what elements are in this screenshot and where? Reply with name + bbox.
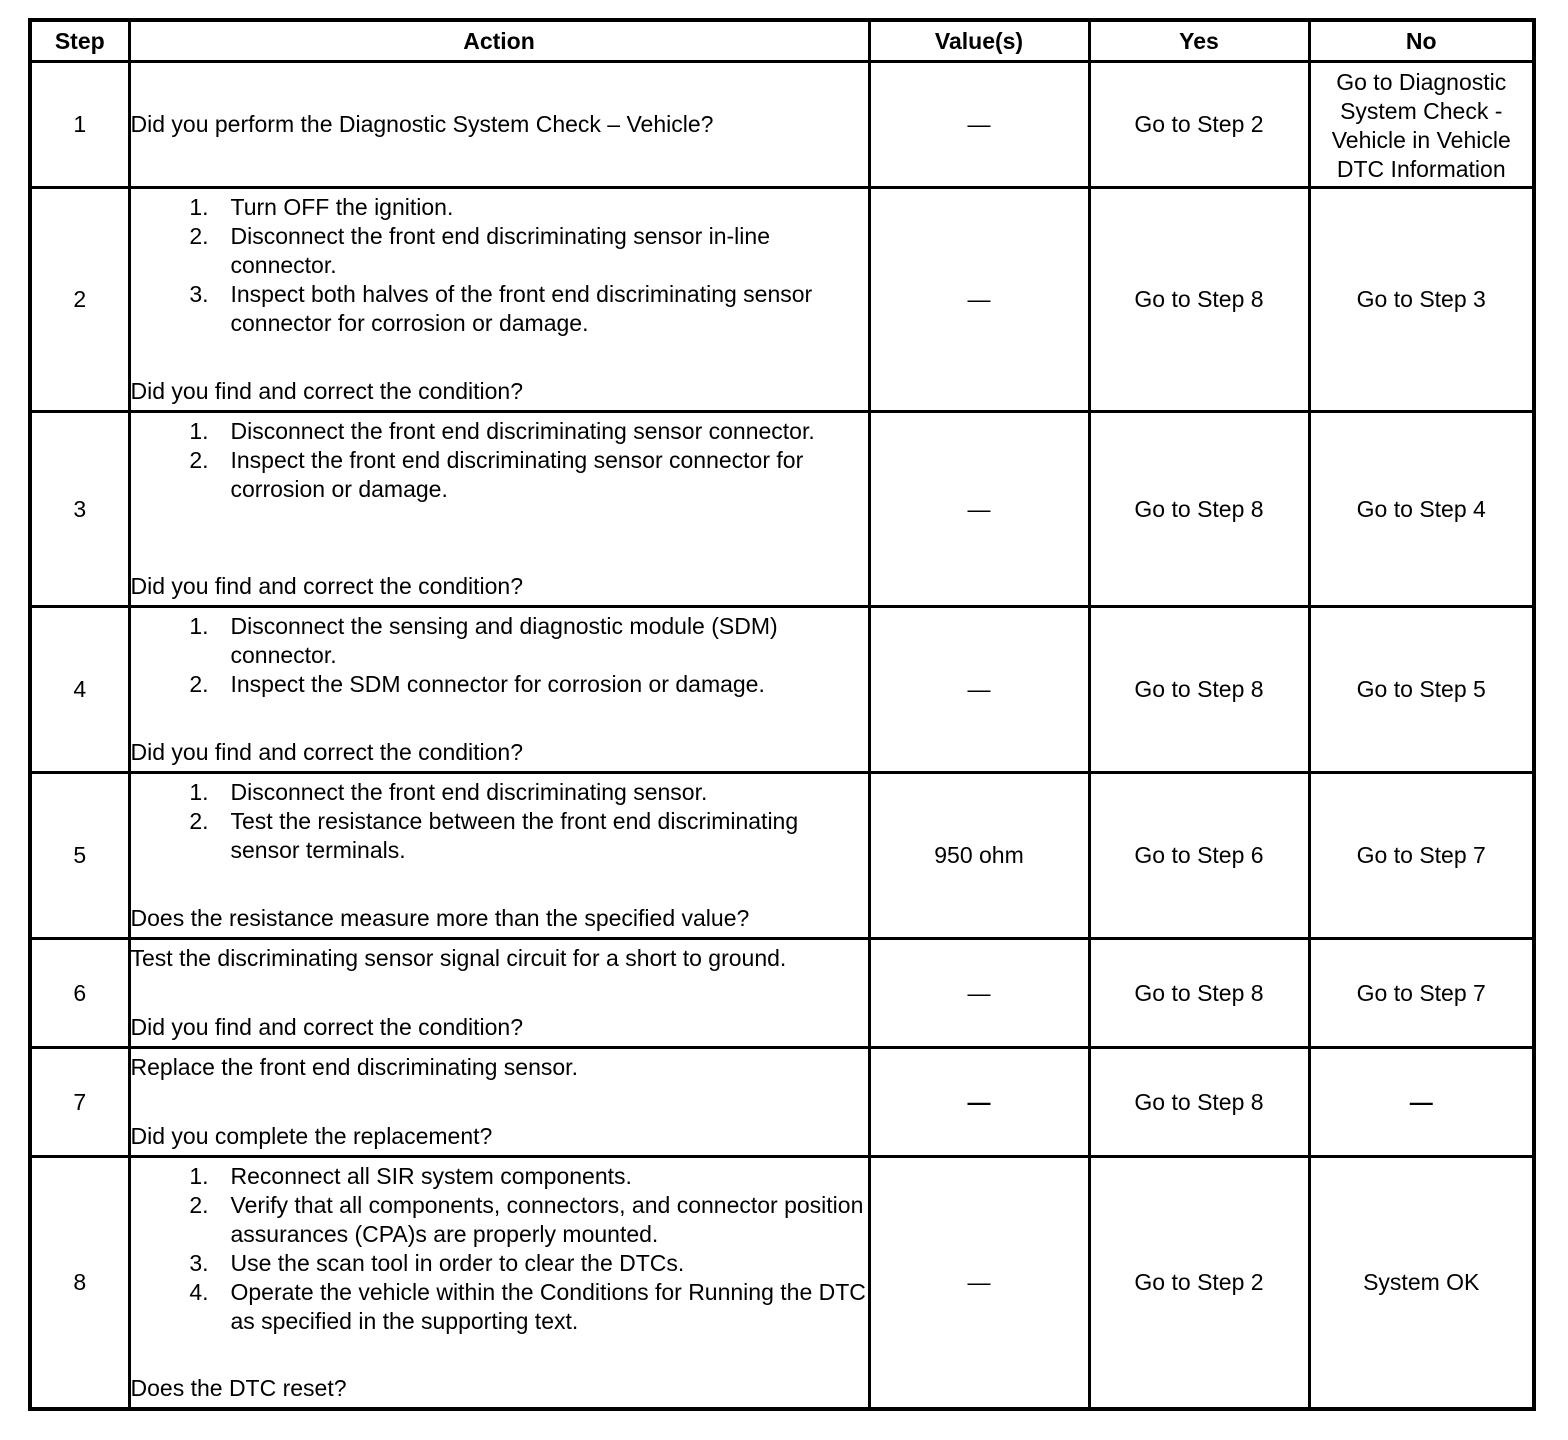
step-number: 5 — [30, 773, 129, 939]
no-cell: — — [1309, 1048, 1534, 1157]
action-cell — [129, 1048, 869, 1157]
action-cell — [129, 412, 869, 607]
table-row — [30, 62, 1534, 188]
values-cell: — — [869, 607, 1089, 773]
header-step: Step — [30, 20, 129, 62]
yes-cell: Go to Step 8 — [1089, 607, 1309, 773]
step-number: 3 — [30, 412, 129, 607]
yes-cell: Go to Step 8 — [1089, 1048, 1309, 1157]
table-row — [30, 412, 1534, 607]
yes-cell: Go to Step 8 — [1089, 939, 1309, 1048]
list-item: 1. Disconnect the front end discriminating sensor. — [189, 779, 708, 805]
list-item: 4. Operate the vehicle within the Conditions for Running the DTC as specified in the supporting text. — [189, 1278, 866, 1334]
table-row — [30, 607, 1534, 773]
list-item: 2. Inspect the SDM connector for corrosion or damage. — [189, 671, 765, 697]
header-no: No — [1309, 20, 1534, 62]
values-cell: 950 ohm — [869, 773, 1089, 939]
header-row — [30, 20, 1534, 62]
step-number: 7 — [30, 1048, 129, 1157]
no-cell: Go to Step 7 — [1309, 773, 1534, 939]
action-question: Does the DTC reset? — [130, 1374, 347, 1401]
action-cell — [129, 939, 869, 1048]
action-question: Did you complete the replacement? — [130, 1123, 493, 1149]
list-item: 1. Reconnect all SIR system components. — [189, 1162, 632, 1189]
values-cell: — — [869, 1048, 1089, 1157]
action-cell — [129, 607, 869, 773]
table-row — [30, 1048, 1534, 1157]
action-question: Did you find and correct the condition? — [130, 378, 524, 404]
action-steps — [131, 1162, 868, 1336]
step-number: 8 — [30, 1157, 129, 1409]
yes-cell: Go to Step 2 — [1089, 62, 1309, 188]
yes-cell: Go to Step 2 — [1089, 1157, 1309, 1409]
action-question: Does the resistance measure more than the specified value? — [130, 905, 750, 931]
action-question: Did you find and correct the condition? — [130, 1014, 524, 1040]
yes-cell: Go to Step 8 — [1089, 412, 1309, 607]
yes-cell: Go to Step 8 — [1089, 188, 1309, 412]
values-cell: — — [869, 939, 1089, 1048]
header-values: Value(s) — [869, 20, 1089, 62]
header-yes: Yes — [1089, 20, 1309, 62]
table-row — [30, 188, 1534, 412]
action-steps — [131, 612, 868, 699]
list-item: 2. Verify that all components, connectors, and connector position assurances (CPA)s are properly mounted. — [189, 1191, 864, 1247]
action-cell — [129, 1157, 869, 1409]
list-item: 1. Turn OFF the ignition. — [189, 194, 454, 220]
list-item: 2. Disconnect the front end discriminating sensor in-line connector. — [189, 223, 770, 278]
table-row — [30, 939, 1534, 1048]
step-number: 2 — [30, 188, 129, 412]
action-cell — [129, 62, 869, 188]
list-item: 2. Inspect the front end discriminating sensor connector for corrosion or damage. — [189, 447, 804, 502]
step-number: 1 — [30, 62, 129, 188]
diagnostic-table — [28, 18, 1536, 1411]
table-row — [30, 1157, 1534, 1409]
list-item: 1. Disconnect the front end discriminating sensor connector. — [189, 418, 815, 444]
no-cell: Go to Step 3 — [1309, 188, 1534, 412]
action-cell — [129, 188, 869, 412]
no-cell: System OK — [1309, 1157, 1534, 1409]
action-cell — [129, 773, 869, 939]
list-item: 3. Use the scan tool in order to clear the DTCs. — [189, 1249, 685, 1276]
action-steps — [131, 193, 868, 338]
action-steps — [131, 417, 868, 504]
values-cell: — — [869, 188, 1089, 412]
table-row — [30, 773, 1534, 939]
action-question: Did you find and correct the condition? — [130, 739, 524, 765]
step-number: 6 — [30, 939, 129, 1048]
list-item: 1. Disconnect the sensing and diagnostic module (SDM) connector. — [189, 613, 778, 668]
values-cell: — — [869, 412, 1089, 607]
action-steps — [131, 778, 868, 865]
list-item: 2. Test the resistance between the front end discriminating sensor terminals. — [189, 808, 799, 863]
step-number: 4 — [30, 607, 129, 773]
action-text: Replace the front end discriminating sensor. — [130, 1054, 578, 1080]
no-cell: Go to Step 7 — [1309, 939, 1534, 1048]
yes-cell: Go to Step 6 — [1089, 773, 1309, 939]
values-cell: — — [869, 1157, 1089, 1409]
list-item: 3. Inspect both halves of the front end discriminating sensor connector for corrosion or damage. — [189, 281, 813, 336]
action-question: Did you find and correct the condition? — [130, 573, 524, 599]
action-text: Did you perform the Diagnostic System Check – Vehicle? — [130, 111, 714, 137]
action-text: Test the discriminating sensor signal circuit for a short to ground. — [130, 945, 787, 971]
no-cell: Go to Step 5 — [1309, 607, 1534, 773]
no-cell: Go to Step 4 — [1309, 412, 1534, 607]
no-cell: Go to Diagnostic System Check - Vehicle in Vehicle DTC Information — [1309, 62, 1534, 188]
header-action: Action — [129, 20, 869, 62]
values-cell: — — [869, 62, 1089, 188]
